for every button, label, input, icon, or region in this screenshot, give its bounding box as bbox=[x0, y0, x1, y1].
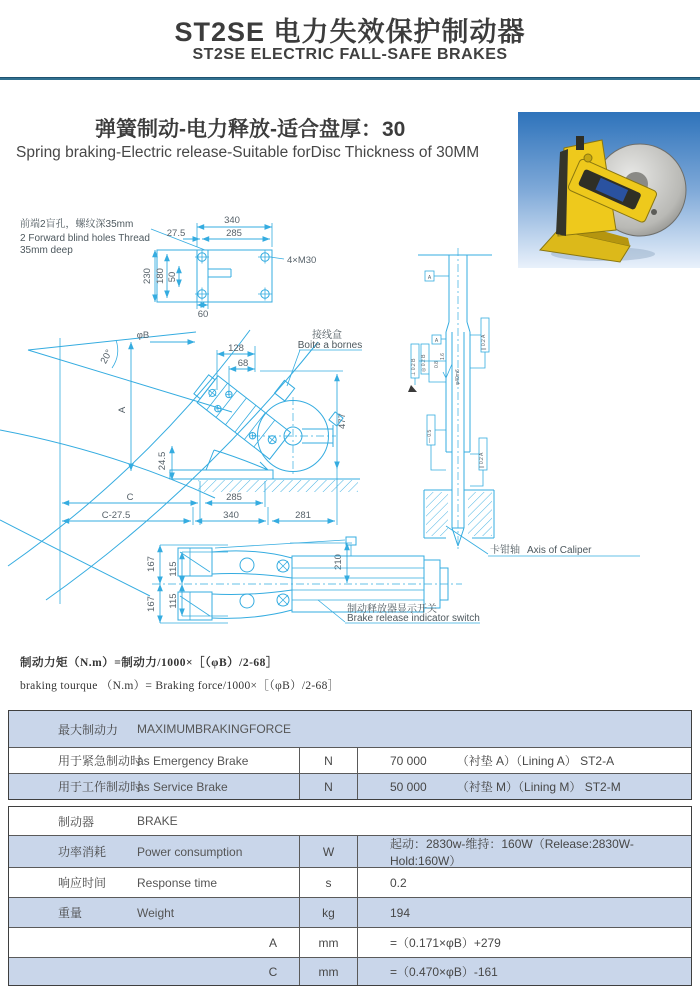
dim-230: 230 bbox=[142, 268, 153, 284]
dim-phi-b: φB bbox=[136, 330, 150, 341]
row-label-zh: 用于紧急制动时 bbox=[58, 754, 143, 768]
page-title-zh: ST2SE 电力失效保护制动器 bbox=[174, 17, 526, 47]
row-label-en: Response time bbox=[137, 875, 218, 890]
page-title-en: ST2SE ELECTRIC FALL-SAFE BRAKES bbox=[192, 46, 508, 63]
dim-27-5: 27.5 bbox=[166, 228, 186, 239]
shaft-spec: φ40m6 bbox=[455, 369, 461, 385]
side-view-drawing bbox=[0, 328, 362, 604]
row-label-zh: 响应时间 bbox=[58, 876, 107, 890]
row-label-zh: 用于工作制动时 bbox=[58, 780, 143, 794]
intro-line-zh: 弹簧制动-电力释放-适合盘厚：30 bbox=[95, 118, 406, 141]
dim-340-top: 340 bbox=[224, 215, 240, 226]
dim-340-bottom: 340 bbox=[223, 510, 239, 521]
table-section-header bbox=[9, 807, 691, 835]
dim-angle-20: 20° bbox=[98, 347, 116, 366]
thread-label: 4×M30 bbox=[287, 255, 317, 266]
row-label-en: as Service Brake bbox=[137, 779, 228, 794]
table-row bbox=[9, 897, 691, 927]
switch-label-zh: 制动释放器显示开关 bbox=[347, 604, 437, 615]
axis-view-drawing bbox=[408, 248, 640, 556]
row-label-zh: 重量 bbox=[58, 906, 83, 920]
dim-477: 477 bbox=[337, 413, 348, 429]
dim-68: 68 bbox=[237, 358, 249, 369]
dim-285-top: 285 bbox=[226, 228, 242, 239]
dim-281: 281 bbox=[295, 510, 311, 521]
dim-c-27-5: C-27.5 bbox=[101, 510, 131, 521]
accent-rule bbox=[0, 77, 700, 80]
formula-en: braking tourque （N.m）= Braking force/1000×［（φB）/2-68］ bbox=[20, 680, 340, 692]
dim-24-5: 24.5 bbox=[157, 451, 168, 471]
dim-180: 180 bbox=[155, 268, 166, 284]
value-cell: =（0.171×φB）+279 bbox=[390, 936, 501, 950]
value-note: （衬垫 A）（Lining A） ST2-A bbox=[456, 754, 615, 768]
value-note: （衬垫 M）（Lining M） ST2-M bbox=[456, 780, 621, 794]
dimension-letter: A bbox=[268, 935, 277, 950]
plate-note-en2: 35mm deep bbox=[20, 245, 73, 256]
roughness-2: 1.6 bbox=[440, 353, 446, 360]
spec-table-brake bbox=[8, 806, 692, 986]
plan-view-drawing bbox=[146, 537, 480, 624]
tolerance-3: ∥ 0.2 A bbox=[481, 334, 487, 350]
junction-label-fr: Boite a bornes bbox=[297, 340, 363, 351]
table-row bbox=[9, 927, 691, 957]
unit-cell: s bbox=[299, 868, 358, 897]
table-row bbox=[9, 867, 691, 897]
row-label-zh: 功率消耗 bbox=[58, 845, 107, 859]
formula-zh: 制动力矩（N.m）=制动力/1000×［（φB）/2-68］ bbox=[20, 657, 278, 669]
row-label-en: Power consumption bbox=[137, 844, 243, 859]
dim-60: 60 bbox=[197, 309, 209, 320]
dim-50: 50 bbox=[167, 271, 178, 283]
dim-a: A bbox=[117, 406, 128, 414]
value-cell: =（0.470×φB）-161 bbox=[390, 965, 498, 979]
tolerance-2: ◎ 0.2 B bbox=[421, 354, 427, 372]
axis-label-zh: 卡钳轴 bbox=[490, 545, 520, 556]
ground-hatch bbox=[198, 480, 358, 492]
table-row bbox=[9, 835, 691, 867]
unit-cell: W bbox=[299, 836, 358, 867]
tolerance-1: ⊥ 0.2 B bbox=[411, 358, 417, 376]
unit-cell: mm bbox=[299, 958, 358, 985]
spec-table-braking-force bbox=[8, 710, 692, 800]
table-row bbox=[9, 747, 691, 773]
table-row bbox=[9, 957, 691, 985]
dim-167-bottom: 167 bbox=[146, 596, 157, 612]
table-section-header bbox=[9, 711, 691, 747]
dim-167-top: 167 bbox=[146, 556, 157, 572]
unit-cell: N bbox=[299, 774, 358, 799]
unit-cell: N bbox=[299, 748, 358, 773]
dim-115-top: 115 bbox=[168, 561, 179, 577]
caliper-body bbox=[191, 371, 291, 459]
table-row bbox=[9, 773, 691, 799]
value-cell: 70 000 bbox=[390, 753, 427, 768]
datum-top: A bbox=[427, 275, 432, 281]
switch-label-en: Brake release indicator switch bbox=[347, 613, 480, 624]
dim-c: C bbox=[126, 492, 134, 503]
plate-holes bbox=[195, 251, 272, 301]
dim-115-bottom: 115 bbox=[168, 593, 179, 609]
roughness-1: 0.8 bbox=[434, 361, 440, 368]
plate-note-zh: 前端2盲孔，螺纹深35mm bbox=[20, 219, 134, 230]
engineering-drawings bbox=[0, 210, 700, 650]
section-label-zh: 制动器 bbox=[58, 814, 95, 829]
row-label-en: Weight bbox=[137, 905, 175, 920]
axis-label-en: Axis of Caliper bbox=[527, 545, 592, 556]
unit-cell: kg bbox=[299, 898, 358, 927]
value-cell: 194 bbox=[390, 905, 411, 920]
plate-view-drawing bbox=[20, 215, 316, 320]
intro-line-en: Spring braking-Electric release-Suitable forDisc Thickness of 30MM bbox=[16, 144, 480, 161]
plate-note-en1: 2 Forward blind holes Thread bbox=[20, 233, 150, 244]
row-label-en: as Emergency Brake bbox=[137, 753, 249, 768]
dim-210: 210 bbox=[333, 554, 344, 570]
junction-label-zh: 接线盒 bbox=[312, 330, 342, 341]
section-label-en: MAXIMUMBRAKINGFORCE bbox=[137, 722, 292, 736]
section-label-zh: 最大制动力 bbox=[58, 722, 119, 737]
dim-128: 128 bbox=[228, 343, 244, 354]
torque-formulas bbox=[20, 654, 339, 693]
section-label-en: BRAKE bbox=[137, 814, 178, 828]
tolerance-5: ∥ 0.2 A bbox=[479, 452, 485, 468]
brake-disc-side bbox=[252, 397, 343, 476]
value-cell: 0.2 bbox=[390, 875, 407, 890]
dim-285-bottom: 285 bbox=[226, 492, 242, 503]
dimension-letter: C bbox=[268, 964, 278, 979]
tolerance-4: — 0.5 bbox=[427, 429, 433, 443]
value-cell: 50 000 bbox=[390, 779, 427, 794]
datum-a: A bbox=[434, 338, 439, 344]
unit-cell: mm bbox=[299, 928, 358, 957]
value-cell: 起动：2830w-维持：160W（Release:2830W-Hold:160W） bbox=[390, 836, 634, 868]
